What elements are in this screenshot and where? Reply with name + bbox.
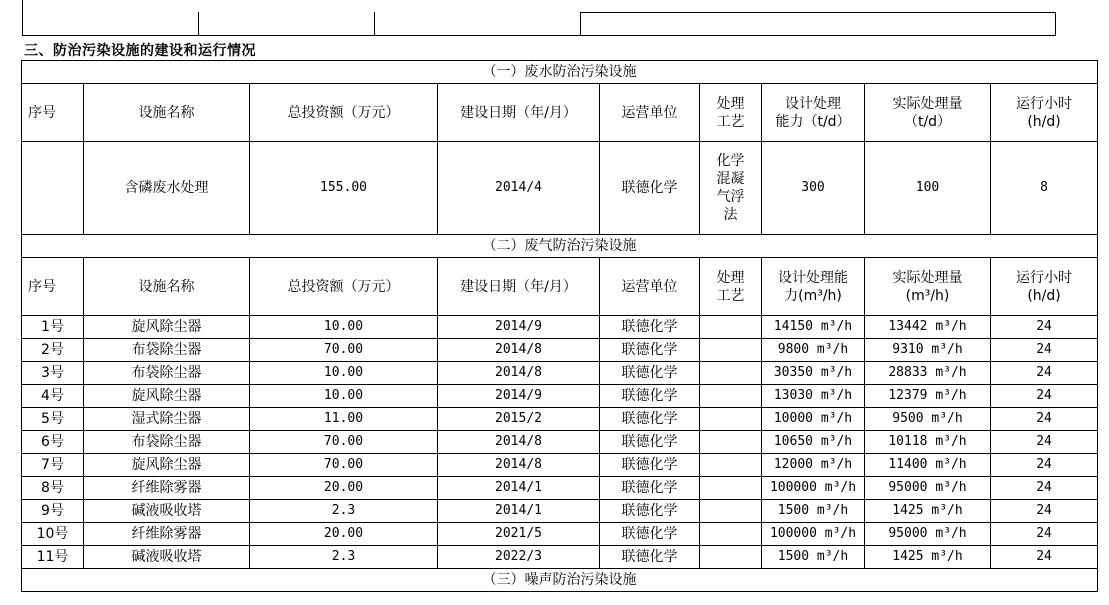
cell-name: 碱液吸收塔 xyxy=(84,546,250,569)
table-row xyxy=(22,546,1098,569)
cell-run-hours: 24 xyxy=(991,362,1098,385)
noise-section-title: （三）噪声防治污染设施 xyxy=(22,569,1098,592)
cell-operator: 联德化学 xyxy=(600,142,700,235)
cell-process xyxy=(700,523,762,546)
cell-operator: 联德化学 xyxy=(600,339,700,362)
cell-design-capacity: 13030 m³/h xyxy=(762,385,865,408)
cell-date: 2014/1 xyxy=(438,500,600,523)
cell-date: 2022/3 xyxy=(438,546,600,569)
cell-operator: 联德化学 xyxy=(600,316,700,339)
cell-date: 2021/5 xyxy=(438,523,600,546)
cell-process xyxy=(700,454,762,477)
cell-operator: 联德化学 xyxy=(600,477,700,500)
cell-date: 2014/8 xyxy=(438,431,600,454)
cell-actual-volume: 100 xyxy=(865,142,991,235)
cell-name: 含磷废水处理 xyxy=(84,142,250,235)
cell-design-capacity: 14150 m³/h xyxy=(762,316,865,339)
cell-name: 布袋除尘器 xyxy=(84,339,250,362)
cell-date: 2014/9 xyxy=(438,385,600,408)
wastewater-title-row xyxy=(22,61,1098,84)
table-row xyxy=(22,431,1098,454)
cell-run-hours: 24 xyxy=(991,408,1098,431)
cell-actual-volume: 9500 m³/h xyxy=(865,408,991,431)
wastegas-section-title: （二）废气防治污染设施 xyxy=(22,235,1098,258)
cell-run-hours: 24 xyxy=(991,339,1098,362)
header-operator: 运营单位 xyxy=(600,258,700,316)
cell-run-hours: 24 xyxy=(991,523,1098,546)
cell-run-hours: 8 xyxy=(991,142,1098,235)
header-investment: 总投资额（万元） xyxy=(250,258,438,316)
cell-operator: 联德化学 xyxy=(600,408,700,431)
header-date: 建设日期（年/月） xyxy=(438,258,600,316)
cell-process xyxy=(700,477,762,500)
cell-investment: 70.00 xyxy=(250,431,438,454)
wastegas-header-row xyxy=(22,258,1098,316)
cell-design-capacity: 10000 m³/h xyxy=(762,408,865,431)
header-design-capacity: 设计处理 能力（t/d） xyxy=(762,84,865,142)
cell-name: 纤维除雾器 xyxy=(84,477,250,500)
cell-design-capacity: 1500 m³/h xyxy=(762,500,865,523)
pollution-facilities-table xyxy=(21,60,1098,592)
cell-name: 纤维除雾器 xyxy=(84,523,250,546)
cell-operator: 联德化学 xyxy=(600,431,700,454)
cell-investment: 70.00 xyxy=(250,339,438,362)
cell-operator: 联德化学 xyxy=(600,362,700,385)
cell-name: 旋风除尘器 xyxy=(84,385,250,408)
cell-run-hours: 24 xyxy=(991,454,1098,477)
cell-name: 旋风除尘器 xyxy=(84,316,250,339)
table-row xyxy=(22,408,1098,431)
table-row xyxy=(22,362,1098,385)
cell-name: 布袋除尘器 xyxy=(84,362,250,385)
header-run-hours: 运行小时 (h/d) xyxy=(991,84,1098,142)
cell-process xyxy=(700,546,762,569)
cell-date: 2014/8 xyxy=(438,339,600,362)
cell-investment: 20.00 xyxy=(250,523,438,546)
cell-actual-volume: 12379 m³/h xyxy=(865,385,991,408)
cell-date: 2014/4 xyxy=(438,142,600,235)
cell-run-hours: 24 xyxy=(991,385,1098,408)
cell-investment: 10.00 xyxy=(250,362,438,385)
cell-name: 布袋除尘器 xyxy=(84,431,250,454)
cell-investment: 20.00 xyxy=(250,477,438,500)
table-row xyxy=(22,385,1098,408)
cell-investment: 70.00 xyxy=(250,454,438,477)
cell-design-capacity: 100000 m³/h xyxy=(762,477,865,500)
cell-no: 5号 xyxy=(22,408,84,431)
header-run-hours: 运行小时 (h/d) xyxy=(991,258,1098,316)
cell-design-capacity: 100000 m³/h xyxy=(762,523,865,546)
cell-process xyxy=(700,500,762,523)
header-no: 序号 xyxy=(22,258,84,316)
table-row xyxy=(22,454,1098,477)
cell-no: 3号 xyxy=(22,362,84,385)
cell-run-hours: 24 xyxy=(991,546,1098,569)
cell-no: 6号 xyxy=(22,431,84,454)
header-operator: 运营单位 xyxy=(600,84,700,142)
wastewater-data-row xyxy=(22,142,1098,235)
cell-process xyxy=(700,408,762,431)
cell-no: 7号 xyxy=(22,454,84,477)
cell-operator: 联德化学 xyxy=(600,546,700,569)
cell-design-capacity: 9800 m³/h xyxy=(762,339,865,362)
cell-date: 2014/8 xyxy=(438,362,600,385)
cell-operator: 联德化学 xyxy=(600,385,700,408)
cell-date: 2014/8 xyxy=(438,454,600,477)
noise-title-row xyxy=(22,569,1098,592)
header-name: 设施名称 xyxy=(84,84,250,142)
cell-investment: 10.00 xyxy=(250,385,438,408)
section-title: 三、防治污染设施的建设和运行情况 xyxy=(24,43,256,59)
cell-run-hours: 24 xyxy=(991,431,1098,454)
cell-no: 8号 xyxy=(22,477,84,500)
wastewater-section-title: （一）废水防治污染设施 xyxy=(22,61,1098,84)
header-process: 处理 工艺 xyxy=(700,258,762,316)
cell-actual-volume: 28833 m³/h xyxy=(865,362,991,385)
cell-actual-volume: 1425 m³/h xyxy=(865,500,991,523)
header-actual-volume: 实际处理量 (m³/h) xyxy=(865,258,991,316)
wastewater-header-row xyxy=(22,84,1098,142)
cell-actual-volume: 10118 m³/h xyxy=(865,431,991,454)
cell-design-capacity: 10650 m³/h xyxy=(762,431,865,454)
cell-date: 2014/1 xyxy=(438,477,600,500)
cell-operator: 联德化学 xyxy=(600,454,700,477)
cell-no: 1号 xyxy=(22,316,84,339)
cell-run-hours: 24 xyxy=(991,500,1098,523)
header-date: 建设日期（年/月） xyxy=(438,84,600,142)
cell-investment: 2.3 xyxy=(250,546,438,569)
cell-operator: 联德化学 xyxy=(600,523,700,546)
cell-run-hours: 24 xyxy=(991,477,1098,500)
table-row xyxy=(22,500,1098,523)
cell-design-capacity: 300 xyxy=(762,142,865,235)
header-process: 处理 工艺 xyxy=(700,84,762,142)
cell-investment: 155.00 xyxy=(250,142,438,235)
cell-investment: 2.3 xyxy=(250,500,438,523)
cell-date: 2015/2 xyxy=(438,408,600,431)
cell-actual-volume: 95000 m³/h xyxy=(865,523,991,546)
cell-process xyxy=(700,385,762,408)
cell-investment: 10.00 xyxy=(250,316,438,339)
cell-no xyxy=(22,142,84,235)
cell-actual-volume: 1425 m³/h xyxy=(865,546,991,569)
cell-no: 2号 xyxy=(22,339,84,362)
cell-no: 9号 xyxy=(22,500,84,523)
cell-process: 化学 混凝 气浮 法 xyxy=(700,142,762,235)
cell-no: 4号 xyxy=(22,385,84,408)
cell-run-hours: 24 xyxy=(991,316,1098,339)
cell-design-capacity: 12000 m³/h xyxy=(762,454,865,477)
cell-no: 10号 xyxy=(22,523,84,546)
cell-design-capacity: 30350 m³/h xyxy=(762,362,865,385)
table-row xyxy=(22,316,1098,339)
table-row xyxy=(22,477,1098,500)
previous-table-fragment xyxy=(22,0,1056,36)
cell-process xyxy=(700,339,762,362)
cell-actual-volume: 13442 m³/h xyxy=(865,316,991,339)
cell-name: 碱液吸收塔 xyxy=(84,500,250,523)
table-row xyxy=(22,523,1098,546)
cell-name: 湿式除尘器 xyxy=(84,408,250,431)
header-investment: 总投资额（万元） xyxy=(250,84,438,142)
cell-actual-volume: 9310 m³/h xyxy=(865,339,991,362)
cell-no: 11号 xyxy=(22,546,84,569)
cell-name: 旋风除尘器 xyxy=(84,454,250,477)
table-row xyxy=(22,339,1098,362)
cell-operator: 联德化学 xyxy=(600,500,700,523)
cell-investment: 11.00 xyxy=(250,408,438,431)
header-name: 设施名称 xyxy=(84,258,250,316)
cell-date: 2014/9 xyxy=(438,316,600,339)
cell-design-capacity: 1500 m³/h xyxy=(762,546,865,569)
cell-process xyxy=(700,431,762,454)
cell-actual-volume: 11400 m³/h xyxy=(865,454,991,477)
wastegas-title-row xyxy=(22,235,1098,258)
header-design-capacity: 设计处理能 力(m³/h) xyxy=(762,258,865,316)
header-actual-volume: 实际处理量 （t/d） xyxy=(865,84,991,142)
cell-process xyxy=(700,362,762,385)
header-no: 序号 xyxy=(22,84,84,142)
cell-actual-volume: 95000 m³/h xyxy=(865,477,991,500)
cell-process xyxy=(700,316,762,339)
